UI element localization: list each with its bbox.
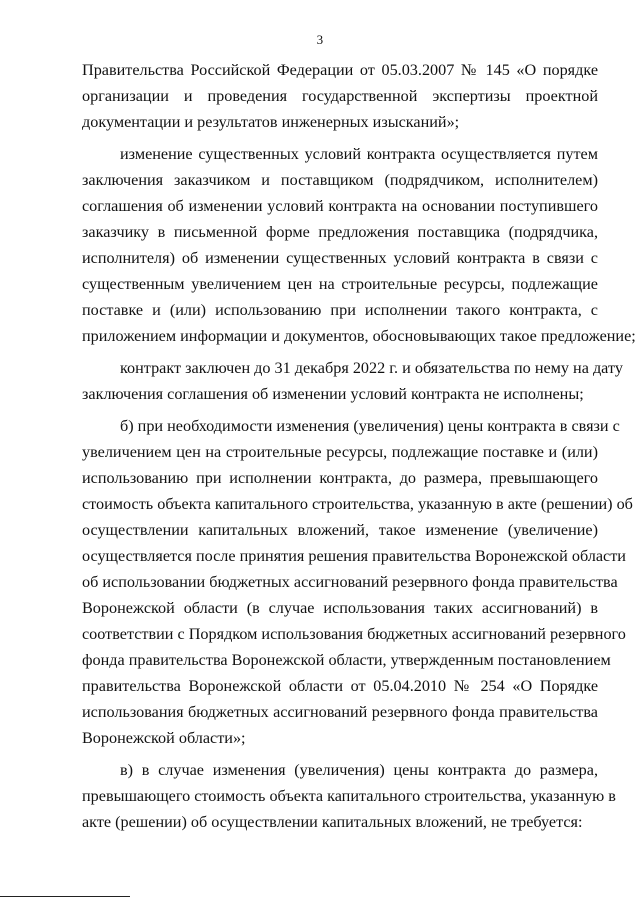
- text-line: фонда правительства Воронежской области, утвержденным постановлением: [82, 651, 611, 669]
- text-line: об использовании бюджетных ассигнований резервного фонда правительства: [82, 573, 618, 591]
- text-line: заключения заказчиком и поставщиком (подрядчиком, исполнителем): [82, 171, 598, 189]
- text-line: Правительства Российской Федерации от 05.03.2007 № 145 «О порядке: [82, 61, 598, 79]
- text-line: превышающего стоимость объекта капитального строительства, указанную в: [82, 787, 616, 805]
- text-line: организации и проведения государственной экспертизы проектной: [82, 87, 598, 105]
- text-line: акте (решении) об осуществлении капитальных вложений, не требуется:: [82, 813, 583, 831]
- text-line: использования бюджетных ассигнований резервного фонда правительства: [82, 703, 598, 721]
- text-line: соглашения об изменении условий контракта на основании поступившего: [82, 197, 598, 215]
- text-line: документации и результатов инженерных изысканий»;: [82, 113, 460, 131]
- paragraph-continuation: [82, 57, 598, 135]
- text-line: Воронежской области»;: [82, 729, 246, 747]
- text-line: приложением информации и документов, обосновывающих такое предложение;: [82, 327, 636, 345]
- text-line: б) при необходимости изменения (увеличения) цены контракта в связи с: [120, 417, 620, 435]
- text-line: исполнителя) об изменении существенных условий контракта в связи с: [82, 249, 598, 267]
- text-line: изменение существенных условий контракта осуществляется путем: [120, 145, 598, 163]
- text-line: увеличением цен на строительные ресурсы, подлежащие поставке и (или): [82, 443, 598, 461]
- text-line: использованию при исполнении контракта, до размера, превышающего: [82, 469, 598, 487]
- paragraph-contract-terms-change: [82, 141, 636, 349]
- text-line: стоимость объекта капитального строительства, указанную в акте (решении) об: [82, 495, 633, 513]
- text-line: заказчику в письменной форме предложения поставщика (подрядчика,: [82, 223, 598, 241]
- text-line: осуществлении капитальных вложений, такое изменение (увеличение): [82, 521, 598, 539]
- page-number: 3: [316, 32, 324, 47]
- paragraph-contract-date: [82, 355, 623, 407]
- text-line: правительства Воронежской области от 05.04.2010 № 254 «О Порядке: [82, 677, 598, 695]
- text-line: соответствии с Порядком использования бюджетных ассигнований резервного: [82, 625, 626, 643]
- text-line: контракт заключен до 31 декабря 2022 г. и обязательства по нему на дату: [120, 359, 623, 377]
- text-line: поставке и (или) использованию при исполнении такого контракта, с: [82, 301, 598, 319]
- text-line: в) в случае изменения (увеличения) цены контракта до размера,: [120, 761, 598, 779]
- document-body: [82, 57, 636, 835]
- footer-divider: [0, 896, 130, 897]
- text-line: существенным увеличением цен на строительные ресурсы, подлежащие: [82, 275, 598, 293]
- text-line: осуществляется после принятия решения правительства Воронежской области: [82, 547, 626, 565]
- paragraph-item-v: [82, 757, 616, 835]
- paragraph-item-b: [82, 413, 633, 751]
- text-line: заключения соглашения об изменении условий контракта не исполнены;: [82, 385, 584, 403]
- text-line: Воронежской области (в случае использования таких ассигнований) в: [82, 599, 598, 617]
